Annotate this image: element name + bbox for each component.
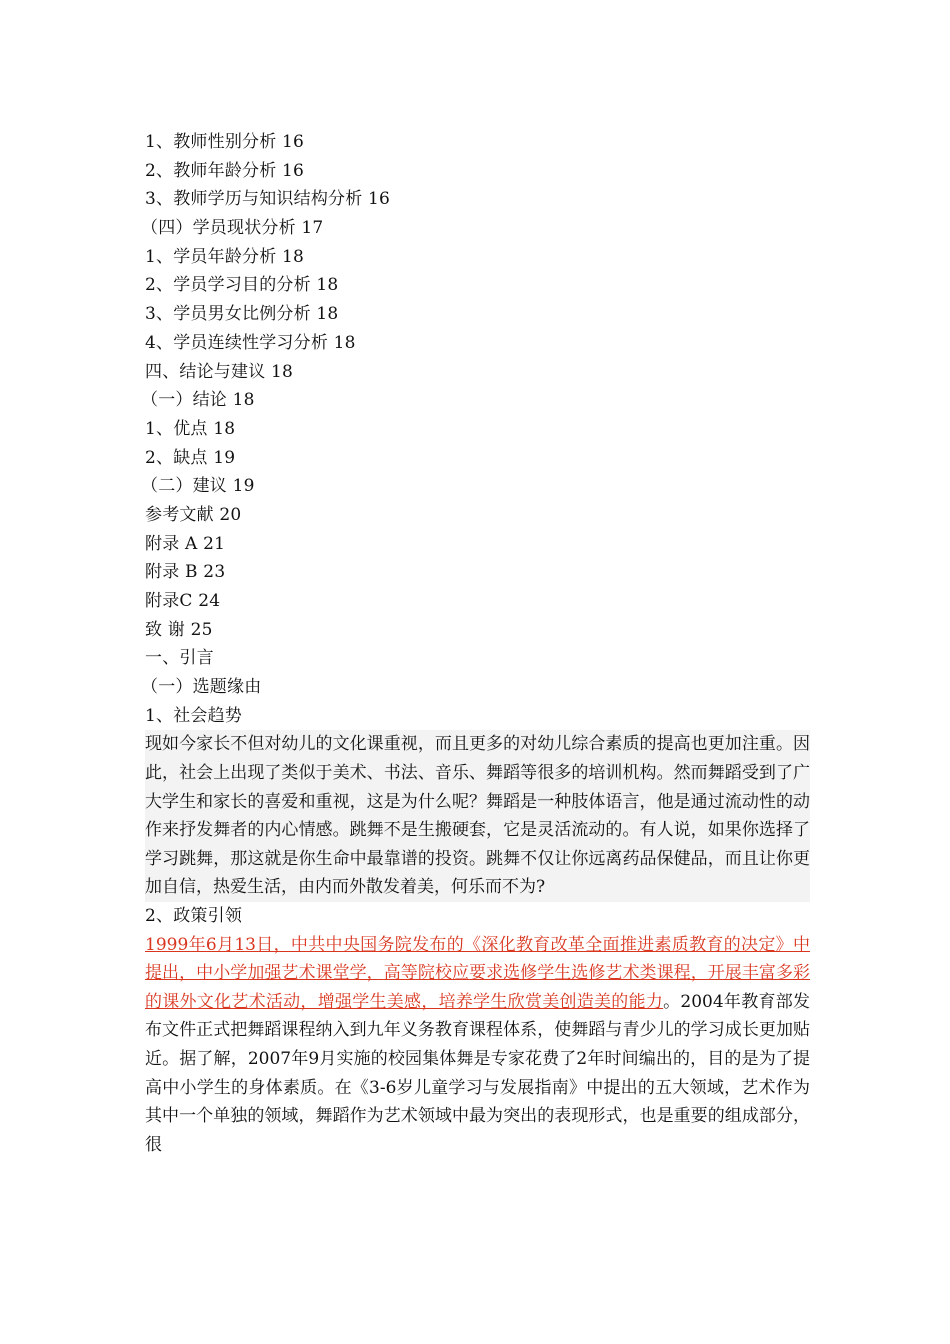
toc-line: 附录C 24: [145, 591, 221, 611]
toc-line: （四）学员现状分析 17: [141, 218, 324, 239]
policy-text: 。2004年教育部发布文件正式把舞蹈课程纳入到九年义务教育课程体系，使舞蹈与青少儿的学习成长更加贴近。据了解，2007年9月实施的校园集体舞是专家花费了2年时间编出的，目的是为了提高中小学生的身体素质。在《3-6岁儿童学习与发展指南》中提出的五大领域，艺术作为其中一个单独的领域，舞蹈作为艺术领域中最为突出的表现形式，也是重要的组成部分，很: [145, 991, 811, 1155]
toc-line: 2、学员学习目的分析 18: [145, 275, 339, 296]
toc-line: （一）结论 18: [141, 390, 255, 411]
policy-link-1[interactable]: 1999年6月13日，中共中央国务院发布的《深化教育改革全面推进素质教育的决定》中提出，中小学加强艺术课堂学，: [145, 934, 810, 984]
toc-line: 2、缺点 19: [145, 447, 236, 468]
subsection-heading: 1、社会趋势: [145, 705, 243, 726]
section-heading: 一、引言: [145, 648, 214, 669]
subsection-heading: 2、政策引领: [145, 906, 243, 926]
toc-line: 四、结论与建议 18: [145, 361, 294, 382]
toc-line: 附录 B 23: [145, 562, 226, 583]
toc-line: 1、学员年龄分析 18: [145, 246, 305, 267]
body-paragraph: 现如今家长不但对幼儿的文化课重视，而且更多的对幼儿综合素质的提高也更加注重。因此，社会上出现了类似于美术、书法、音乐、舞蹈等很多的培训机构。然而舞蹈受到了广大学生和家长的喜爱和重视，这是为什么呢？舞蹈是一种肢体语言，他是通过流动性的动作来抒发舞者的内心情感。跳舞不是生搬硬套，它是灵活流动的。有人说，如果你选择了学习跳舞，那这就是你生命中最靠谱的投资。跳舞不仅让你远离药品保健品，而且让你更加自信，热爱生活，由内而外散发着美，何乐而不为?: [145, 730, 810, 902]
toc-line: 3、教师学历与知识结构分析 16: [145, 189, 391, 210]
toc-line: （二）建议 19: [141, 476, 255, 497]
body-paragraph-policy: [145, 931, 810, 1160]
toc-line: 1、优点 18: [145, 418, 236, 439]
policy-link-2[interactable]: 高等院校应要求选修学生选修艺术类课程，开展丰富多彩的课外文化艺术活动，增强学生美感，培养学生欣赏美创造美的能力: [145, 963, 811, 1012]
toc-line: 2、教师年龄分析 16: [145, 160, 305, 181]
toc-line: 3、学员男女比例分析 18: [145, 304, 339, 325]
toc-line: 附录 A 21: [145, 533, 226, 554]
toc-line: 致 谢 25: [145, 619, 213, 640]
subsection-heading: （一）选题缘由: [141, 677, 262, 698]
toc-line: 1、教师性别分析 16: [145, 132, 305, 152]
toc-line: 4、学员连续性学习分析 18: [145, 332, 356, 353]
toc-line: 参考文献 20: [145, 504, 242, 525]
document-page: [141, 128, 811, 1159]
